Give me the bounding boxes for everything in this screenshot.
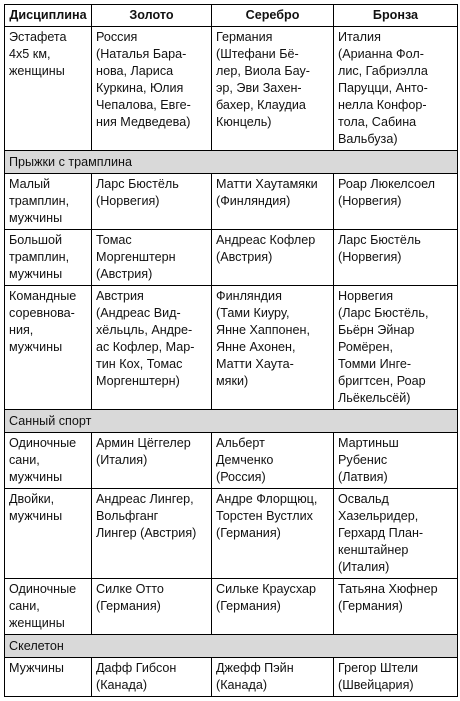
header-silver: Серебро <box>212 5 334 27</box>
silver-cell: Германия (Штефани Бё- лер, Виола Бау- эр, Эви Захен- бахер, Клаудиа Кюнцель) <box>212 27 334 151</box>
gold-cell: Австрия (Андреас Вид- хёльцль, Андре- ас Кофлер, Мар- тин Кох, Томас Моргенштерн) <box>92 286 212 410</box>
gold-cell: Томас Моргенштерн (Австрия) <box>92 230 212 286</box>
gold-cell: Ларс Бюстёль (Норвегия) <box>92 174 212 230</box>
silver-cell: Джефф Пэйн (Канада) <box>212 658 334 697</box>
header-bronze: Бронза <box>334 5 458 27</box>
silver-cell: Андреас Кофлер (Австрия) <box>212 230 334 286</box>
silver-cell: Финляндия (Тами Киуру, Янне Хаппонен, Янне Ахонен, Матти Хаута- мяки) <box>212 286 334 410</box>
table-header-row <box>5 5 458 27</box>
gold-cell: Андреас Лингер, Вольфганг Лингер (Австрия) <box>92 489 212 579</box>
discipline-cell: Двойки, мужчины <box>5 489 92 579</box>
discipline-cell: Одиночные сани, женщины <box>5 579 92 635</box>
bronze-cell: Норвегия (Ларс Бюстёль, Бьёрн Эйнар Ромёрен, Томми Инге- бригтсен, Роар Льёкельсёй) <box>334 286 458 410</box>
medal-results-table <box>4 4 458 697</box>
table-row <box>5 579 458 635</box>
section-row-ski-jumping <box>5 151 458 174</box>
table-row <box>5 433 458 489</box>
section-title: Скелетон <box>5 635 458 658</box>
section-title: Санный спорт <box>5 410 458 433</box>
bronze-cell: Грегор Штели (Швейцария) <box>334 658 458 697</box>
bronze-cell: Мартиньш Рубенис (Латвия) <box>334 433 458 489</box>
gold-cell: Дафф Гибсон (Канада) <box>92 658 212 697</box>
section-row-skeleton <box>5 635 458 658</box>
bronze-cell: Роар Люкелсоел (Норвегия) <box>334 174 458 230</box>
silver-cell: Андре Флорщюц, Торстен Вустлих (Германия) <box>212 489 334 579</box>
gold-cell: Силке Отто (Германия) <box>92 579 212 635</box>
gold-cell: Россия (Наталья Бара- нова, Лариса Куркина, Юлия Чепалова, Евге- ния Медведева) <box>92 27 212 151</box>
section-row-luge <box>5 410 458 433</box>
table-row <box>5 658 458 697</box>
silver-cell: Альберт Демченко (Россия) <box>212 433 334 489</box>
header-discipline: Дисциплина <box>5 5 92 27</box>
section-title: Прыжки с трамплина <box>5 151 458 174</box>
header-gold: Золото <box>92 5 212 27</box>
bronze-cell: Ларс Бюстёль (Норвегия) <box>334 230 458 286</box>
silver-cell: Сильке Краусхар (Германия) <box>212 579 334 635</box>
table-row <box>5 174 458 230</box>
discipline-cell: Одиночные сани, мужчины <box>5 433 92 489</box>
table-row <box>5 230 458 286</box>
table-row <box>5 286 458 410</box>
gold-cell: Армин Цёггелер (Италия) <box>92 433 212 489</box>
table-row <box>5 489 458 579</box>
bronze-cell: Татьяна Хюфнер (Германия) <box>334 579 458 635</box>
discipline-cell: Малый трамплин, мужчины <box>5 174 92 230</box>
silver-cell: Матти Хаутамяки (Финляндия) <box>212 174 334 230</box>
discipline-cell: Большой трамплин, мужчины <box>5 230 92 286</box>
bronze-cell: Освальд Хазельридер, Герхард План- кенштайнер (Италия) <box>334 489 458 579</box>
discipline-cell: Командные соревнова- ния, мужчины <box>5 286 92 410</box>
discipline-cell: Эстафета 4х5 км, женщины <box>5 27 92 151</box>
table-row <box>5 27 458 151</box>
discipline-cell: Мужчины <box>5 658 92 697</box>
bronze-cell: Италия (Арианна Фол- лис, Габриэлла Паруцци, Анто- нелла Конфор- тола, Сабина Вальбуза) <box>334 27 458 151</box>
